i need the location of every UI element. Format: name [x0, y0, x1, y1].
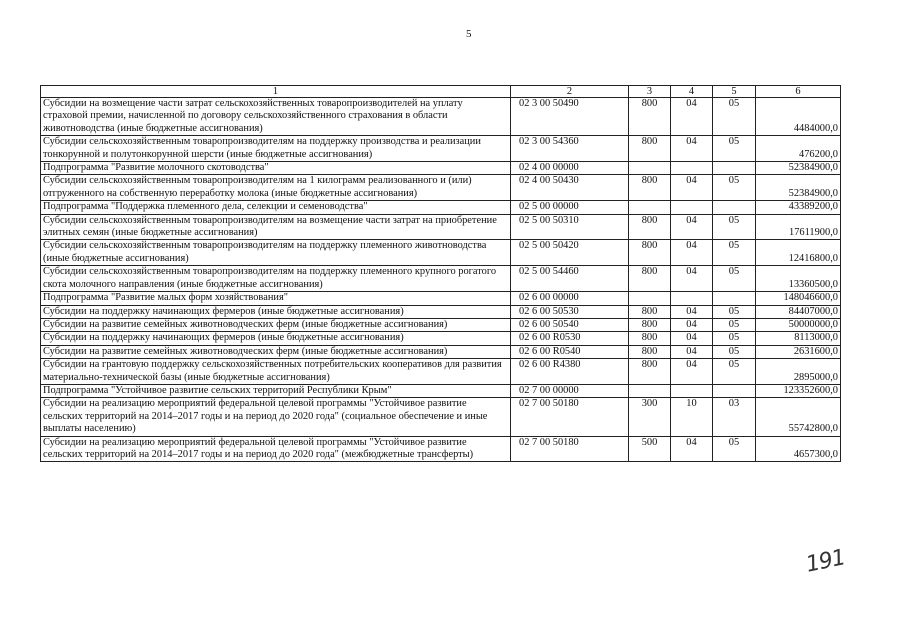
- table-row: [41, 175, 841, 201]
- row-col5-cell: 05: [713, 332, 756, 345]
- row-col5-cell: 05: [713, 305, 756, 318]
- row-amount-cell: 4657300,0: [756, 436, 841, 462]
- table-row: [41, 345, 841, 358]
- row-col5-cell: [713, 292, 756, 305]
- row-col4-cell: 04: [671, 305, 713, 318]
- row-col5-cell: 05: [713, 214, 756, 240]
- row-amount-cell: 12416800,0: [756, 240, 841, 266]
- row-name-cell: Подпрограмма "Устойчивое развитие сельских территорий Республики Крым": [41, 384, 511, 397]
- row-amount-cell: 8113000,0: [756, 332, 841, 345]
- row-code-cell: 02 6 00 00000: [511, 292, 629, 305]
- table-row: [41, 436, 841, 462]
- row-name-cell: Субсидии на реализацию мероприятий федеральной целевой программы "Устойчивое развитие сельских территорий на 2014–2017 годы и на период до 2020 года" (межбюджетные трансферты): [41, 436, 511, 462]
- table-row: [41, 136, 841, 162]
- row-col4-cell: 04: [671, 240, 713, 266]
- row-col5-cell: [713, 162, 756, 175]
- row-col3-cell: 500: [629, 436, 671, 462]
- row-col4-cell: 04: [671, 345, 713, 358]
- row-col3-cell: [629, 201, 671, 214]
- row-col3-cell: 800: [629, 175, 671, 201]
- row-col4-cell: 04: [671, 98, 713, 136]
- row-name-cell: Субсидии сельскохозяйственным товаропроизводителям на 1 килограмм реализованного и (или) отгруженного на собственную переработку молока (иные бюджетные ассигнования): [41, 175, 511, 201]
- row-code-cell: 02 7 00 50180: [511, 436, 629, 462]
- row-amount-cell: 17611900,0: [756, 214, 841, 240]
- row-col4-cell: 04: [671, 359, 713, 385]
- row-name-cell: Субсидии на грантовую поддержку сельскохозяйственных потребительских кооперативов для развития материально-технической базы (иные бюджетные ассигнования): [41, 359, 511, 385]
- row-code-cell: 02 6 00 R0530: [511, 332, 629, 345]
- row-col4-cell: [671, 201, 713, 214]
- row-name-cell: Подпрограмма "Развитие молочного скотоводства": [41, 162, 511, 175]
- row-col3-cell: 800: [629, 266, 671, 292]
- row-col5-cell: [713, 201, 756, 214]
- row-code-cell: 02 6 00 50540: [511, 318, 629, 331]
- header-cell: 4: [671, 86, 713, 98]
- row-col4-cell: 04: [671, 318, 713, 331]
- table-row: [41, 359, 841, 385]
- row-col5-cell: 05: [713, 436, 756, 462]
- row-code-cell: 02 7 00 50180: [511, 398, 629, 436]
- row-col3-cell: 800: [629, 136, 671, 162]
- table-row: [41, 98, 841, 136]
- row-col5-cell: 05: [713, 240, 756, 266]
- row-col4-cell: 04: [671, 136, 713, 162]
- table-row: [41, 398, 841, 436]
- row-col3-cell: 800: [629, 240, 671, 266]
- row-col4-cell: 04: [671, 266, 713, 292]
- row-col5-cell: [713, 384, 756, 397]
- row-name-cell: Субсидии сельскохозяйственным товаропроизводителям на поддержку племенного крупного рогатого скота молочного направления (иные бюджетные ассигнования): [41, 266, 511, 292]
- table-row: [41, 305, 841, 318]
- row-col5-cell: 05: [713, 98, 756, 136]
- row-col4-cell: [671, 162, 713, 175]
- table-row: [41, 384, 841, 397]
- row-col3-cell: [629, 162, 671, 175]
- row-amount-cell: 123352600,0: [756, 384, 841, 397]
- row-amount-cell: 2631600,0: [756, 345, 841, 358]
- row-col5-cell: 03: [713, 398, 756, 436]
- table-body: [41, 98, 841, 462]
- page-number: 5: [466, 28, 472, 40]
- row-code-cell: 02 3 00 50490: [511, 98, 629, 136]
- row-name-cell: Субсидии на развитие семейных животноводческих ферм (иные бюджетные ассигнования): [41, 345, 511, 358]
- row-col5-cell: 05: [713, 318, 756, 331]
- header-cell: 5: [713, 86, 756, 98]
- row-code-cell: 02 6 00 R0540: [511, 345, 629, 358]
- row-col3-cell: 800: [629, 98, 671, 136]
- row-name-cell: Подпрограмма "Поддержка племенного дела, селекции и семеноводства": [41, 201, 511, 214]
- row-col3-cell: 800: [629, 345, 671, 358]
- row-col3-cell: 800: [629, 332, 671, 345]
- row-name-cell: Подпрограмма "Развитие малых форм хозяйствования": [41, 292, 511, 305]
- row-amount-cell: 52384900,0: [756, 162, 841, 175]
- row-amount-cell: 476200,0: [756, 136, 841, 162]
- row-code-cell: 02 3 00 54360: [511, 136, 629, 162]
- budget-table: [40, 85, 841, 462]
- header-cell: 3: [629, 86, 671, 98]
- row-amount-cell: 50000000,0: [756, 318, 841, 331]
- row-code-cell: 02 6 00 R4380: [511, 359, 629, 385]
- row-amount-cell: 4484000,0: [756, 98, 841, 136]
- row-col5-cell: 05: [713, 345, 756, 358]
- row-name-cell: Субсидии сельскохозяйственным товаропроизводителям на поддержку племенного животноводства (иные бюджетные ассигнования): [41, 240, 511, 266]
- row-col4-cell: 10: [671, 398, 713, 436]
- row-amount-cell: 148046600,0: [756, 292, 841, 305]
- row-amount-cell: 43389200,0: [756, 201, 841, 214]
- row-name-cell: Субсидии на поддержку начинающих фермеров (иные бюджетные ассигнования): [41, 332, 511, 345]
- row-code-cell: 02 6 00 50530: [511, 305, 629, 318]
- row-code-cell: 02 5 00 54460: [511, 266, 629, 292]
- row-col4-cell: [671, 292, 713, 305]
- row-name-cell: Субсидии на возмещение части затрат сельскохозяйственных товаропроизводителей на уплату страховой премии, начисленной по договору сельскохозяйственного страхования в области животноводства (иные бюджетные ассигнования): [41, 98, 511, 136]
- table-row: [41, 332, 841, 345]
- row-code-cell: 02 4 00 00000: [511, 162, 629, 175]
- row-code-cell: 02 5 00 50310: [511, 214, 629, 240]
- row-col4-cell: 04: [671, 214, 713, 240]
- row-col3-cell: 800: [629, 318, 671, 331]
- header-cell: 1: [41, 86, 511, 98]
- row-col5-cell: 05: [713, 359, 756, 385]
- row-col5-cell: 05: [713, 266, 756, 292]
- table-row: [41, 162, 841, 175]
- row-amount-cell: 13360500,0: [756, 266, 841, 292]
- row-name-cell: Субсидии на развитие семейных животноводческих ферм (иные бюджетные ассигнования): [41, 318, 511, 331]
- row-name-cell: Субсидии сельскохозяйственным товаропроизводителям на поддержку производства и реализации тонкорунной и полутонкорунной шерсти (иные бюджетные ассигнования): [41, 136, 511, 162]
- row-col3-cell: 800: [629, 214, 671, 240]
- row-code-cell: 02 4 00 50430: [511, 175, 629, 201]
- row-col3-cell: [629, 384, 671, 397]
- handwritten-page-stamp: 191: [803, 545, 848, 578]
- table-row: [41, 240, 841, 266]
- table-row: [41, 318, 841, 331]
- row-amount-cell: 52384900,0: [756, 175, 841, 201]
- row-col4-cell: 04: [671, 175, 713, 201]
- row-col3-cell: 800: [629, 359, 671, 385]
- row-code-cell: 02 5 00 00000: [511, 201, 629, 214]
- row-name-cell: Субсидии на поддержку начинающих фермеров (иные бюджетные ассигнования): [41, 305, 511, 318]
- row-col4-cell: 04: [671, 436, 713, 462]
- row-col3-cell: 300: [629, 398, 671, 436]
- row-amount-cell: 55742800,0: [756, 398, 841, 436]
- row-col4-cell: [671, 384, 713, 397]
- header-cell: 2: [511, 86, 629, 98]
- header-cell: 6: [756, 86, 841, 98]
- row-amount-cell: 2895000,0: [756, 359, 841, 385]
- row-col4-cell: 04: [671, 332, 713, 345]
- table-row: [41, 201, 841, 214]
- row-code-cell: 02 5 00 50420: [511, 240, 629, 266]
- header-row: [41, 86, 841, 98]
- row-amount-cell: 84407000,0: [756, 305, 841, 318]
- table-row: [41, 266, 841, 292]
- row-col3-cell: 800: [629, 305, 671, 318]
- row-name-cell: Субсидии сельскохозяйственным товаропроизводителям на возмещение части затрат на приобретение элитных семян (иные бюджетные ассигнования): [41, 214, 511, 240]
- table-row: [41, 292, 841, 305]
- row-code-cell: 02 7 00 00000: [511, 384, 629, 397]
- row-col5-cell: 05: [713, 136, 756, 162]
- row-name-cell: Субсидии на реализацию мероприятий федеральной целевой программы "Устойчивое развитие сельских территорий на 2014–2017 годы и на период до 2020 года" (социальное обеспечение и иные выплаты населению): [41, 398, 511, 436]
- row-col5-cell: 05: [713, 175, 756, 201]
- row-col3-cell: [629, 292, 671, 305]
- table-row: [41, 214, 841, 240]
